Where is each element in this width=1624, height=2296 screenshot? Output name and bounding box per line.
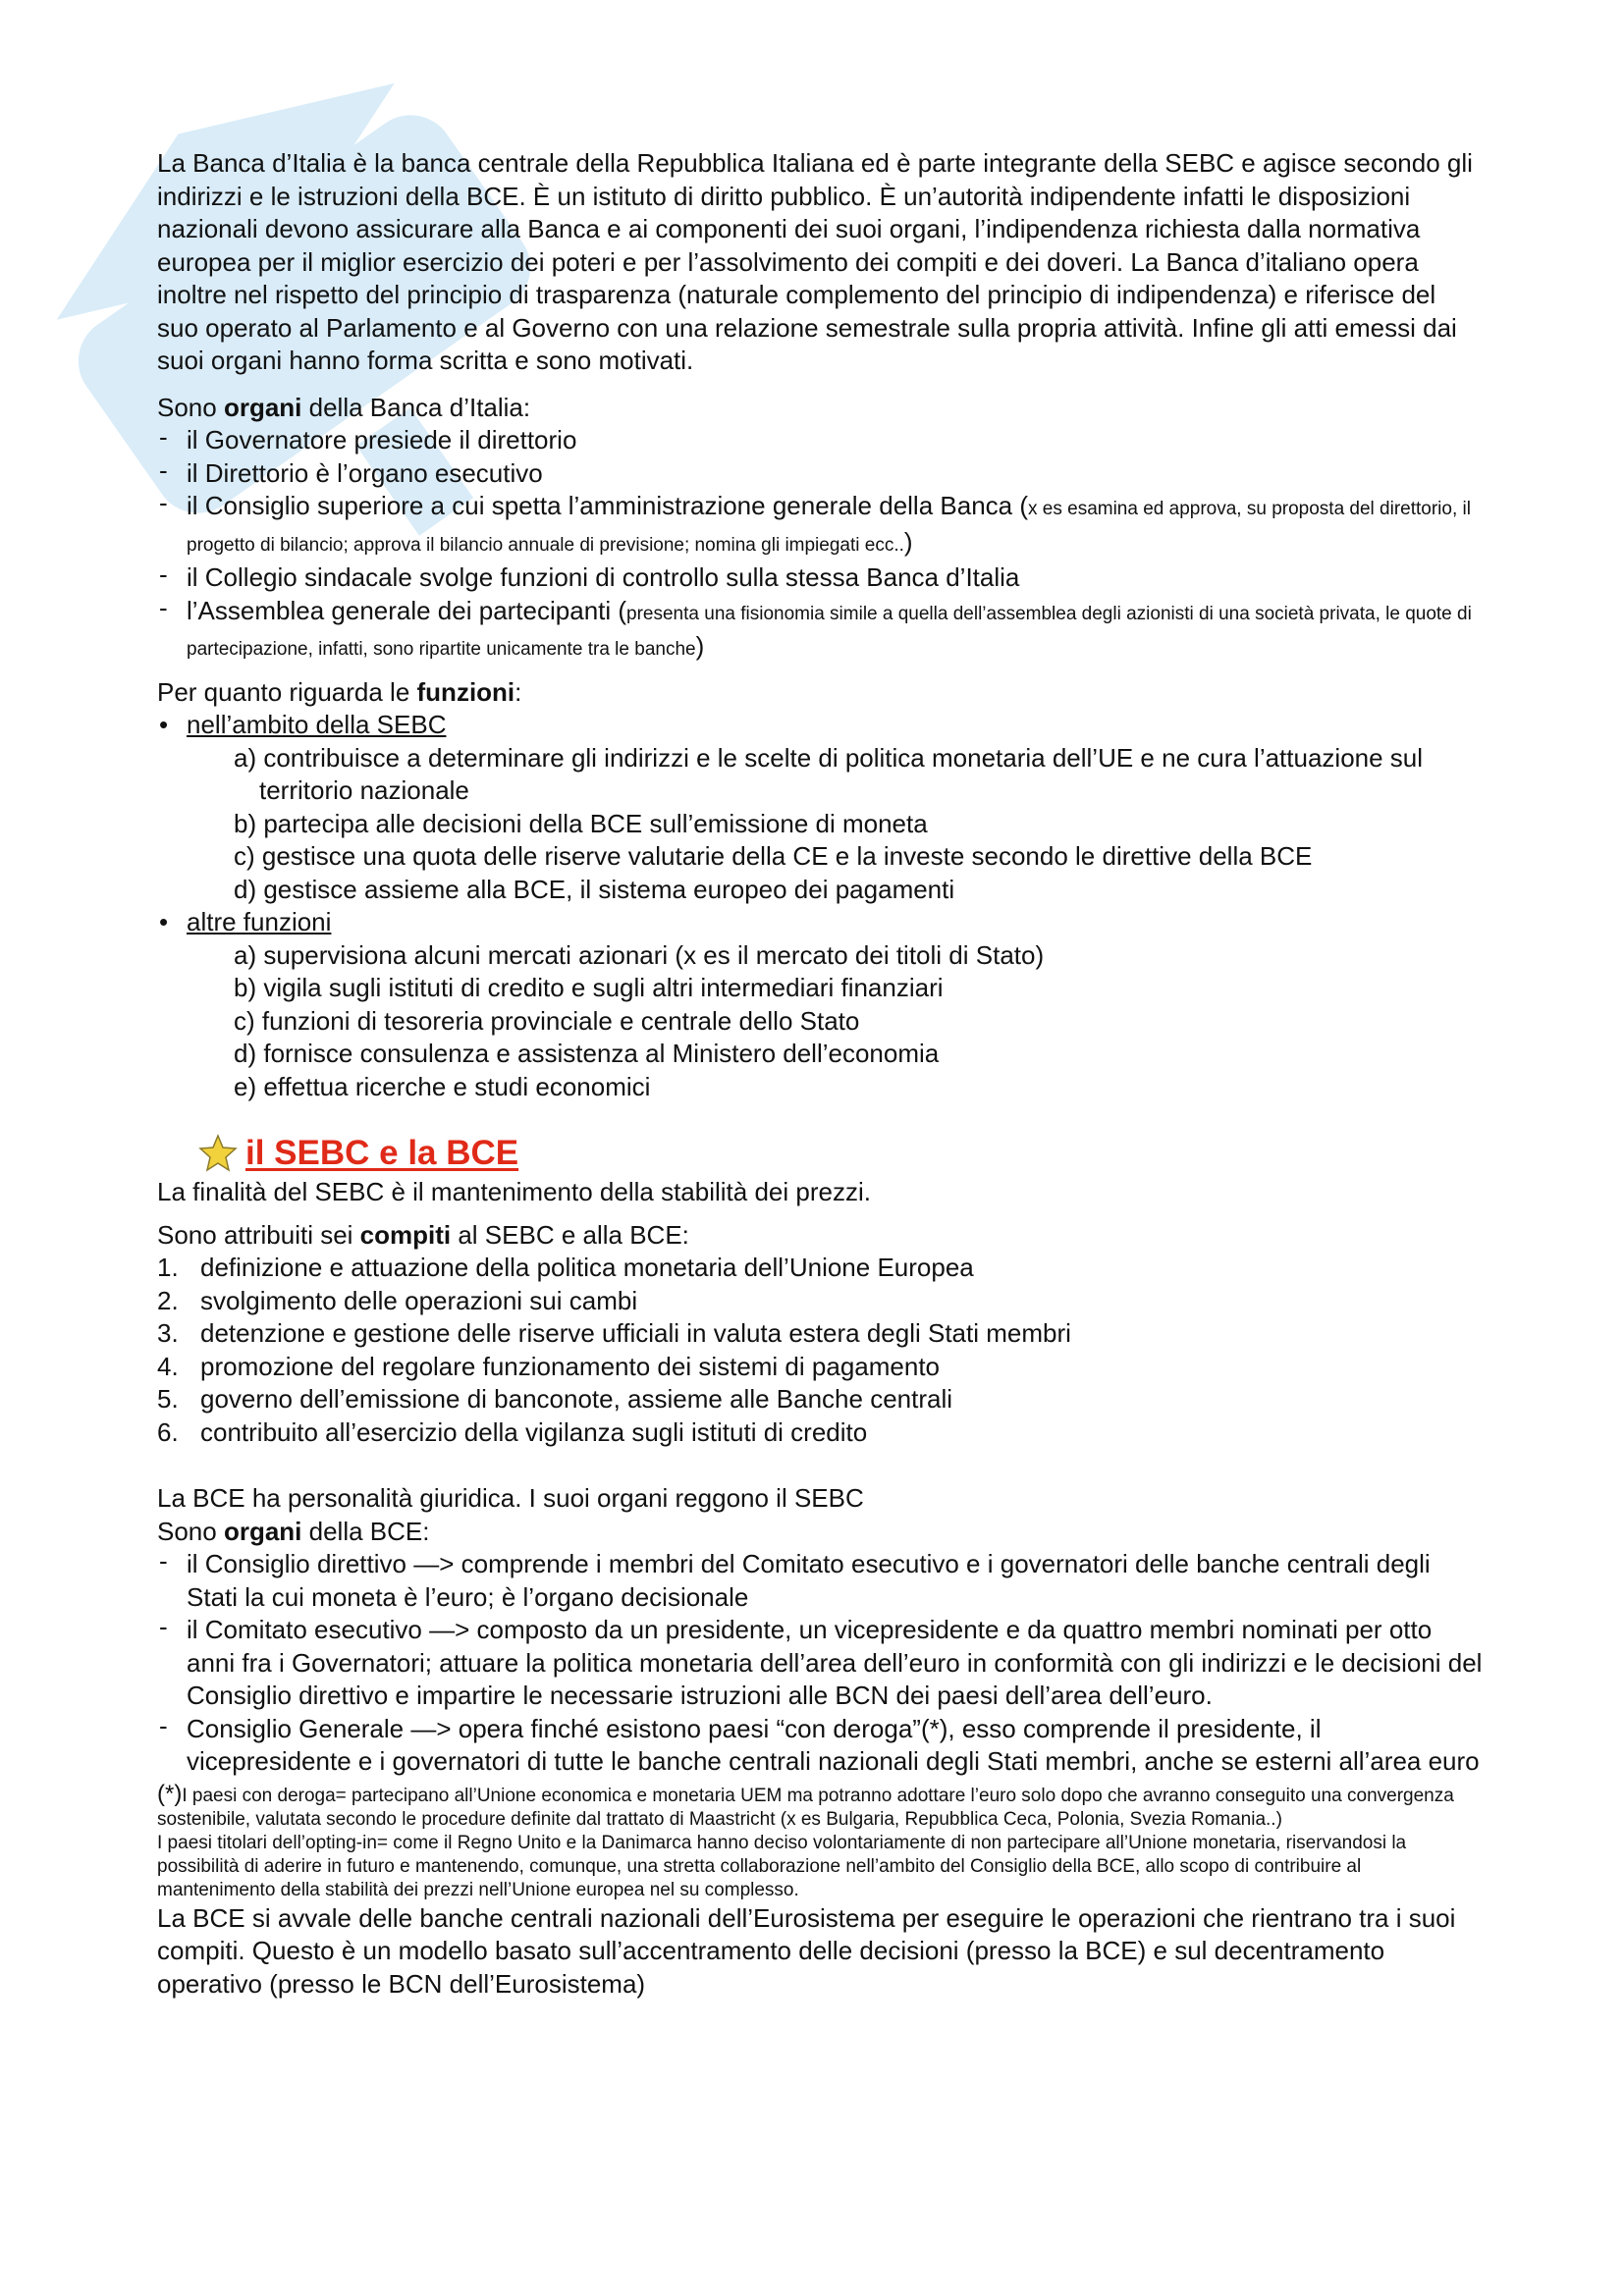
funzioni-group: • nell’ambito della SEBC a) contribuisce a determinare gli indirizzi e le scelte di politica monetaria dell’UE e ne cura l’attuazione sul territorio nazionale b) partecipa alle decisioni della BCE sull’emissione di moneta c) gestisce una quota delle riserve valutarie della CE e la investe secondo le direttive della BCE d) gestisce assieme alla BCE, il sistema europeo dei pagamenti	[157, 709, 1483, 906]
compiti-list	[157, 1252, 1483, 1449]
organi-bce-list	[157, 1548, 1483, 1779]
compiti-lead: Sono attribuiti sei compiti al SEBC e alla BCE:	[157, 1219, 689, 1250]
list-item: - il Direttorio è l’organo esecutivo	[157, 457, 1483, 491]
list-item: c) funzioni di tesoreria provinciale e centrale dello Stato	[234, 1005, 860, 1036]
list-item: - il Comitato esecutivo —> composto da un presidente, un vicepresidente e da quattro membri nominati per otto anni fra i Governatori; attuare la politica monetaria dell’area dell’euro in conformità con gli indirizzi e le decisioni del Consiglio direttivo e impartire le necessarie istruzioni alle BCN dei paesi dell’area dell’euro.	[157, 1614, 1483, 1713]
list-item: - il Consiglio superiore a cui spetta l’amministrazione generale della Banca (x es esamina ed approva, su proposta del direttorio, il progetto di bilancio; approva il bilancio annuale di previsione; nomina gli impiegati ecc..)	[157, 490, 1483, 561]
document-body	[157, 147, 1483, 2001]
organi-bi-list	[157, 424, 1483, 667]
list-item: 6. contribuito all’esercizio della vigilanza sugli istituti di credito	[157, 1416, 868, 1447]
list-item: b) vigila sugli istituti di credito e sugli altri intermediari finanziari	[234, 973, 944, 1002]
footnote: (*)I paesi con deroga= partecipano all’Unione economica e monetaria UEM ma potranno adottare l’euro solo dopo che avranno conseguito una convergenza sostenibile, valutata secondo le procedure definite dal trattato di Maastricht (x es Bulgaria, Repubblica Ceca, Polonia, Svezia Romania..) I paesi titolari dell’opting-in= come il Regno Unito e la Danimarca hanno deciso volontariamente di non partecipare all’Unione monetaria, riservandosi la possibilità di aderire in futuro e mantenendo, comunque, una stretta collaborazione nell’ambito del Consiglio della BCE, allo scopo di contribuire al mantenimento della stabilità dei prezzi nell’Unione europea nel su complesso.	[157, 1780, 1454, 1900]
list-item: a) contribuisce a determinare gli indirizzi e le scelte di politica monetaria dell’UE e ne cura l’attuazione sul territorio nazionale	[234, 742, 1424, 805]
list-item: - il Governatore presiede il direttorio	[157, 424, 1483, 457]
organi-bi-lead: Sono organi della Banca d’Italia:	[157, 392, 531, 422]
list-item: 4. promozione del regolare funzionamento dei sistemi di pagamento	[157, 1351, 940, 1381]
list-item: - Consiglio Generale —> opera finché esistono paesi “con deroga”(*), esso comprende il presidente, il vicepresidente e i governatori di tutte le banche centrali nazionali degli Stati membri, anche se esterni all’area euro	[157, 1713, 1483, 1779]
list-item: 3. detenzione e gestione delle riserve ufficiali in valuta estera degli Stati membri	[157, 1318, 1071, 1348]
list-item: 5. governo dell’emissione di banconote, assieme alle Banche centrali	[157, 1384, 953, 1414]
bce-personalita: La BCE ha personalità giuridica. I suoi organi reggono il SEBC	[157, 1483, 864, 1513]
list-item: d) gestisce assieme alla BCE, il sistema europeo dei pagamenti	[234, 874, 955, 904]
list-item: e) effettua ricerche e studi economici	[234, 1071, 651, 1101]
star-icon	[198, 1134, 238, 1173]
intro-paragraph: La Banca d’Italia è la banca centrale della Repubblica Italiana ed è parte integrante della SEBC e agisce secondo gli indirizzi e le istruzioni della BCE. È un istituto di diritto pubblico. È un’autorità indipendente infatti le disposizioni nazionali devono assicurare alla Banca e ai componenti dei suoi organi, l’indipendenza richiesta dalla normativa europea per il miglior esercizio dei poteri e per l’assolvimento dei compiti e dei doveri. La Banca d’italiano opera inoltre nel rispetto del principio di trasparenza (naturale complemento del principio di indipendenza) e riferisce del suo operato al Parlamento e al Governo con una relazione semestrale sulla propria attività. Infine gli atti emessi dai suoi organi hanno forma scritta e sono motivati.	[157, 148, 1473, 375]
funzioni-lead: Per quanto riguarda le funzioni:	[157, 676, 522, 707]
funzioni-group: • altre funzioni a) supervisiona alcuni mercati azionari (x es il mercato dei titoli di Stato) b) vigila sugli istituti di credito e sugli altri intermediari finanziari c) funzioni di tesoreria provinciale e centrale dello Stato d) fornisce consulenza e assistenza al Ministero dell’economia e) effettua ricerche e studi economici	[157, 906, 1483, 1103]
list-item: d) fornisce consulenza e assistenza al Ministero dell’economia	[234, 1039, 940, 1068]
list-item: - il Consiglio direttivo —> comprende i membri del Comitato esecutivo e i governatori delle banche centrali degli Stati la cui moneta è l’euro; è l’organo decisionale	[157, 1548, 1483, 1614]
list-item: 2. svolgimento delle operazioni sui cambi	[157, 1285, 638, 1315]
organi-bce-lead: Sono organi della BCE:	[157, 1516, 430, 1546]
section-heading	[198, 1131, 1483, 1176]
finalita-text: La finalità del SEBC è il mantenimento della stabilità dei prezzi.	[157, 1177, 871, 1206]
list-item: 1. definizione e attuazione della politica monetaria dell’Unione Europea	[157, 1253, 974, 1282]
list-item: a) supervisiona alcuni mercati azionari (x es il mercato dei titoli di Stato)	[234, 939, 1045, 970]
conclusione-text: La BCE si avvale delle banche centrali nazionali dell’Eurosistema per eseguire le operazioni che rientrano tra i suoi compiti. Questo è un modello basato sull’accentramento delle decisioni (presso la BCE) e sul decentramento operativo (presso le BCN dell’Eurosistema)	[157, 1902, 1456, 1999]
funzioni-groups	[157, 709, 1483, 1103]
list-item: - il Collegio sindacale svolge funzioni di controllo sulla stessa Banca d’Italia	[157, 561, 1483, 595]
list-item: - l’Assemblea generale dei partecipanti (presenta una fisionomia simile a quella dell’assemblea degli azionisti di una società privata, le quote di partecipazione, infatti, sono ripartite unicamente tra le banche)	[157, 595, 1483, 667]
list-item: b) partecipa alle decisioni della BCE sull’emissione di moneta	[234, 808, 928, 838]
list-item: c) gestisce una quota delle riserve valutarie della CE e la investe secondo le direttive della BCE	[234, 841, 1313, 871]
section-title: il SEBC e la BCE	[245, 1134, 519, 1173]
